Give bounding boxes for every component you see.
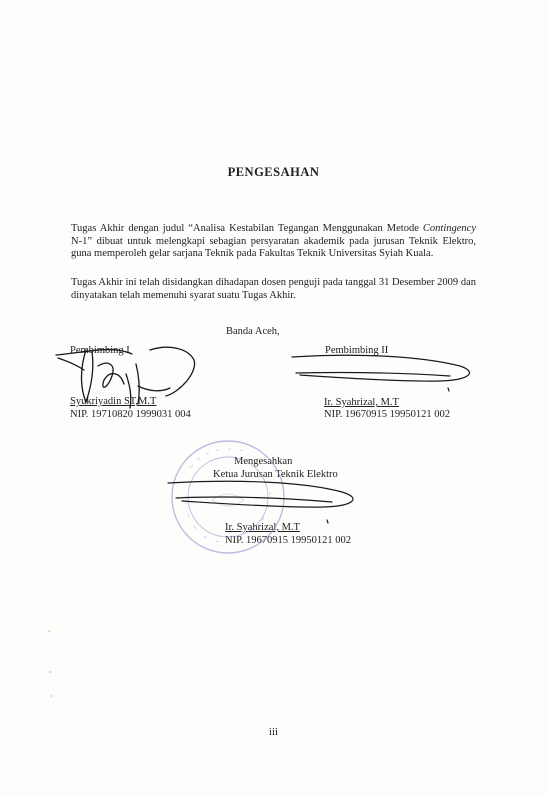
supervisor2-name: Ir. Syahrizal, M.T (324, 397, 399, 408)
supervisor2-role: Pembimbing II (325, 345, 389, 356)
approval-name: Ir. Syahrizal, M.T (225, 522, 300, 533)
supervisor2-nip: NIP. 19670915 19950121 002 (324, 409, 451, 420)
paragraph-defense-statement: Tugas Akhir ini telah disidangkan dihadapan dosen penguji pada tanggal 31 Desember 2009 dan dinyatakan telah memenuhi syarat suatu Tugas Akhir. (71, 277, 476, 301)
page-title: PENGESAHAN (227, 165, 320, 179)
supervisor1-nip: NIP. 19710820 1999031 004 (70, 409, 191, 420)
approval-nip: NIP. 19670915 19950121 002 (225, 535, 352, 546)
margin-specks (48, 631, 52, 696)
page-number: iii (268, 726, 279, 738)
supervisor2-signature (292, 355, 470, 391)
paragraph1-italic-term: Contingency (422, 223, 476, 234)
paragraph1-text-b: N-1” dibuat untuk melengkapi sebagian persyaratan akademik pada jurusan Teknik Elektro, guna memperoleh gelar sarjana Teknik pada Fakultas Teknik Universitas Syiah Kuala. (71, 235, 476, 259)
approval-signature (168, 481, 353, 523)
paragraph-thesis-statement (71, 223, 476, 261)
supervisor1-name: Syukriyadin ST,M.T (70, 396, 157, 407)
paragraph1-text-a: Tugas Akhir dengan judul “Analisa Kestabilan Tegangan Menggunakan Metode (71, 223, 423, 234)
approval-heading: Mengesahkan (234, 456, 293, 467)
place-date: Banda Aceh, (226, 326, 280, 337)
supervisor1-role: Pembimbing I (70, 345, 130, 356)
approval-role: Ketua Jurusan Teknik Elektro (213, 469, 338, 480)
